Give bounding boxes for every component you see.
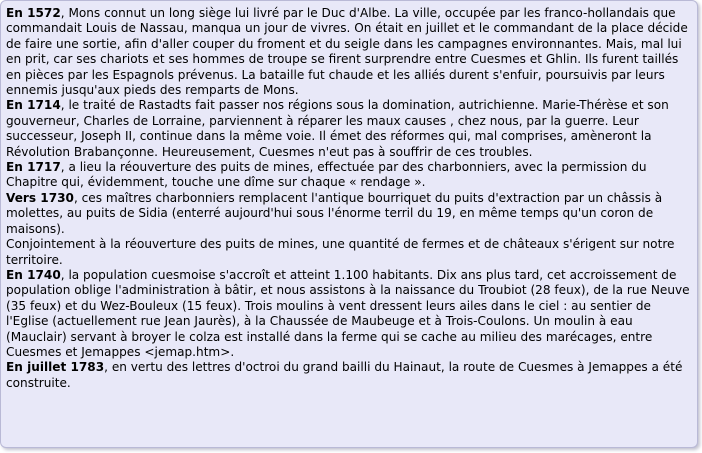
year-label: En 1717 [6, 160, 61, 175]
year-label: En 1572 [6, 6, 61, 20]
paragraph-text: Conjointement à la réouverture des puits de mines, une quantité de fermes et de châteaux s'érigent sur notre territoire. [6, 237, 675, 267]
paragraph-text: , Mons connut un long siège lui livré par le Duc d'Albe. La ville, occupée par les franco-hollandais que commandait Louis de Nassau, manqua un jour de vivres. On était en juillet et le commandant de la place décide de faire une sortie, afin d'aller couper du froment et du seigle dans les campagnes environnantes. Mais, mal lui en prit, car ses chariots et ses hommes de troupe se firent surprendre entre Cuesmes et Ghlin. Ils furent taillés en pièces par les Espagnols prévenus. La bataille fut chaude et les alliés durent s'enfuir, poursuivis par leurs ennemis jusqu'aux pieds des remparts de Mons. [6, 6, 688, 98]
year-label: En juillet 1783 [6, 360, 105, 375]
paragraph-text: , le traité de Rastadts fait passer nos régions sous la domination, autrichienne. Marie-Thérèse et son gouverneur, Charles de Lorraine, parviennent à réparer les maux causes , chez nous, par la guerre. Leur successeur, Joseph II, continue dans la même voie. Il émet des réformes qui, mal comprises, amèneront la Révolution Brabançonne. Heureusement, Cuesmes n'eut pas à souffrir de ces troubles. [6, 98, 669, 159]
paragraph-text: , en vertu des lettres d'octroi du grand bailli du Hainaut, la route de Cuesmes à Jemappes a été construite. [6, 360, 683, 390]
paragraph-1783 [6, 360, 691, 391]
year-label: En 1714 [6, 98, 61, 113]
paragraph-1730 [6, 191, 691, 237]
year-label: Vers 1730 [6, 190, 74, 205]
paragraph-1717 [6, 160, 691, 191]
paragraph-text: , la population cuesmoise s'accroît et atteint 1.100 habitants. Dix ans plus tard, cet accroissement de population oblige l'administration à bâtir, et nous assistons à la naissance du Troubiot (28 feux), de la rue Neuve (35 feux) et du Wez-Bouleux (15 feux). Trois moulins à vent dressent leurs ailes dans le ciel : au sentier de l'Eglise (actuellement rue Jean Jaurès), à la Chaussée de Maubeuge et à Trois-Coulons. Un moulin à eau (Mauclair) servant à broyer le colza est installé dans la ferme qui se cache au milieu des marécages, entre Cuesmes et Jemappes <jemap.htm>. [6, 267, 690, 359]
paragraph-1572 [6, 6, 691, 98]
paragraph-text: , ces maîtres charbonniers remplacent l'antique bourriquet du puits d'extraction par un châssis à molettes, au puits de Sidia (enterré aujourd'hui sous l'énorme terril du 19, en même temps qu'un coron de maisons). [6, 190, 663, 236]
paragraph-conjointement [6, 237, 691, 268]
paragraph-text: , a lieu la réouverture des puits de mines, effectuée par des charbonniers, avec la permission du Chapitre qui, évidemment, touche une dîme sur chaque « rendage ». [6, 160, 647, 190]
paragraph-1740 [6, 268, 691, 360]
year-label: En 1740 [6, 267, 61, 282]
paragraph-1714 [6, 98, 691, 160]
